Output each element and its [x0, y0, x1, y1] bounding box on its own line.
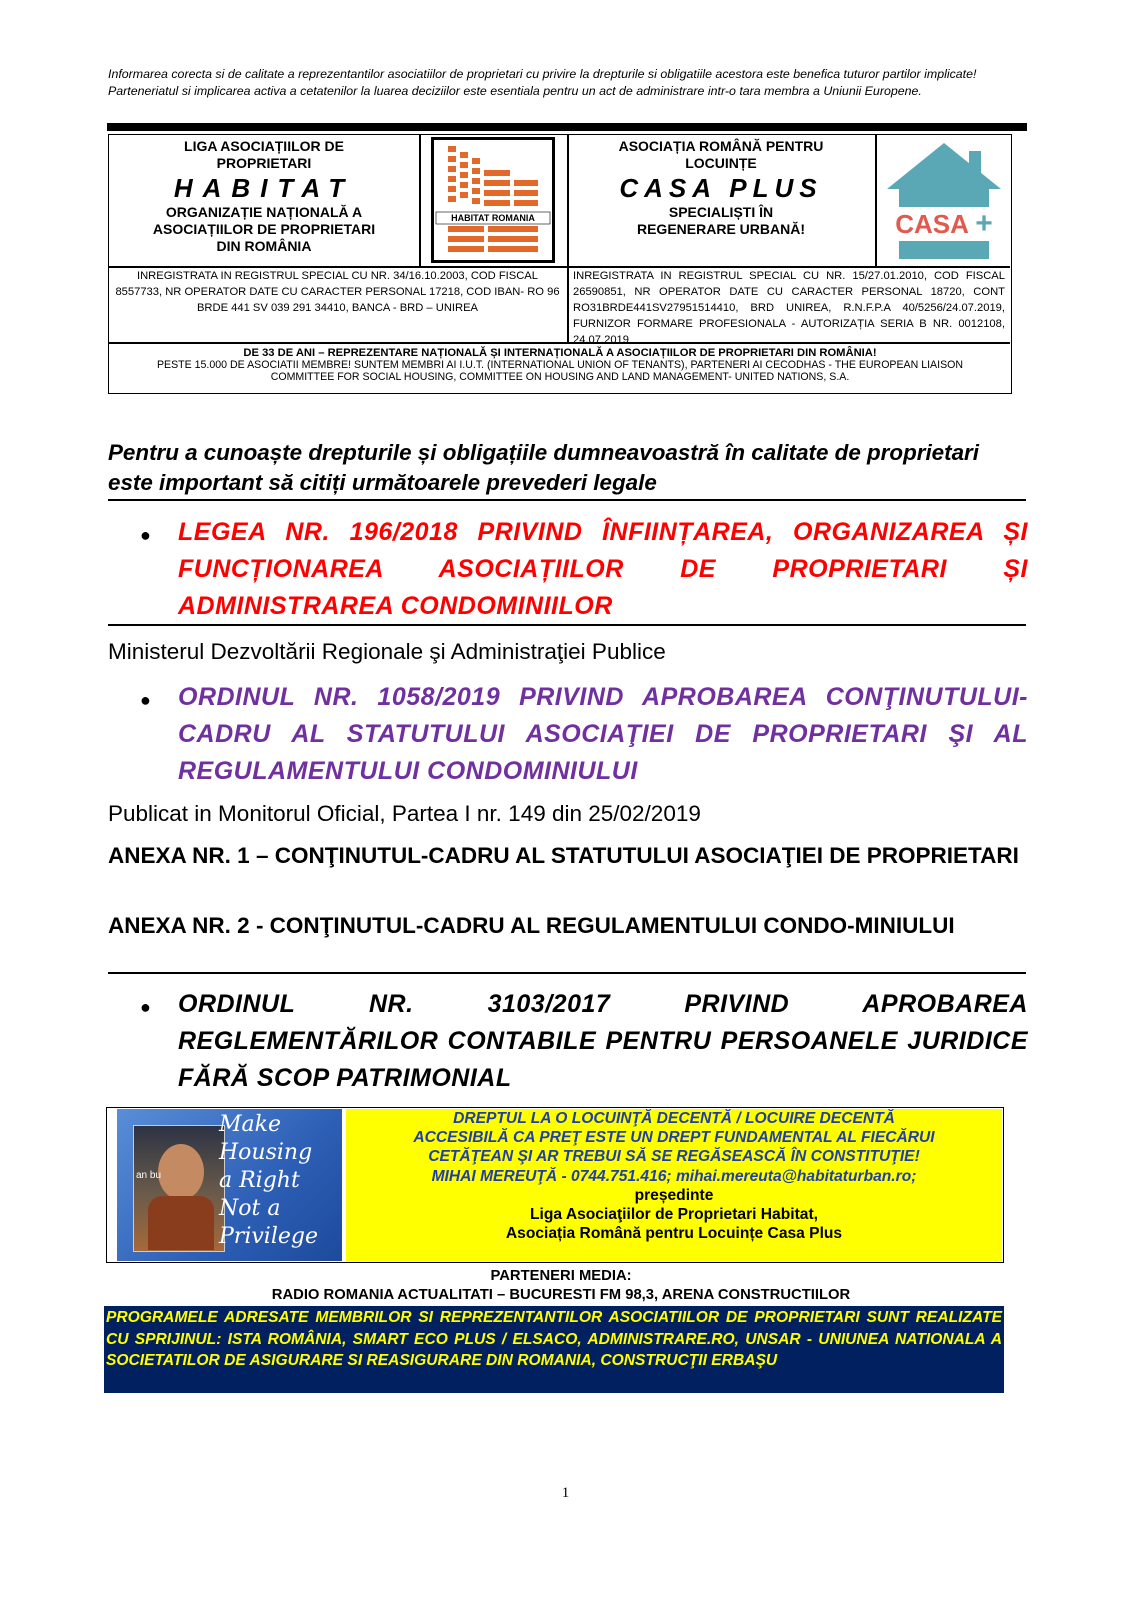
representation-line: PESTE 15.000 DE ASOCIATII MEMBRE! SUNTEM MEMBRI AI I.U.T. (INTERNATIONAL UNION OF TENANTS), PARTENERI AI CECODHAS - THE EUROPEAN LIAISON: [156, 359, 964, 371]
casaplus-registration: INREGISTRATA IN REGISTRUL SPECIAL CU NR. 15/27.01.2010, COD FISCAL 26590851, NR OPERATOR DATE CU CARACTER PERSONAL 18720, CONT RO31BRDE441SV27951514410, BRD UNIREA, R.N.F.P.A 40/5256/24.07.2019, FURNIZOR FORMARE PROFESIONALA - AUTORIZAȚIA SERIA B NR. 0012108, 24.07.2019: [573, 270, 1005, 346]
slogan-line: Not a: [219, 1196, 281, 1221]
casaplus-org-block: [567, 138, 875, 238]
grid-line: [419, 135, 421, 266]
grid-line: [567, 266, 569, 342]
habitat-title: HABITAT: [173, 173, 355, 203]
face-shape: [158, 1144, 204, 1200]
contact-line: MIHAI MEREUŢĂ - 0744.751.416; mihai.mereuta@habitaturban.ro;: [431, 1167, 917, 1185]
grid-line: [875, 135, 877, 266]
slogan-line: Privilege: [219, 1224, 318, 1249]
callout-line: Liga Asociaţiilor de Proprietari Habitat,: [530, 1206, 818, 1224]
representation-line: COMMITTEE FOR SOCIAL HOUSING, COMMITTEE ON HOUSING AND LAND MANAGEMENT- UNITED NATIONS, S.A.: [270, 371, 850, 383]
casaplus-org-line: LOCUINȚE: [685, 155, 757, 171]
habitat-logo: [431, 137, 555, 263]
representation-title: DE 33 DE ANI – REPREZENTARE NAȚIONALĂ ȘI INTERNAȚIONALĂ A ASOCIAȚIILOR DE PROPRIETARI DIN ROMÂNIA!: [243, 347, 877, 359]
bullet-icon: ●: [140, 690, 151, 710]
annex-rule: [108, 972, 1026, 974]
page-number: 1: [561, 1485, 570, 1501]
habitat-org-line: PROPRIETARI: [216, 155, 312, 171]
order-1058-2019: ORDINUL NR. 1058/2019 PRIVIND APROBAREA CONŢINUTULUI-CADRU AL STATUTULUI ASOCIAŢIEI DE PROPRIETARI ŞI AL REGULAMENTULUI CONDOMINIULUI: [178, 683, 1028, 785]
callout-line: președinte: [634, 1186, 714, 1204]
callout-line: CETĂŢEAN ŞI AR TREBUI SĂ SE REGĂSEASCĂ ÎN CONSTITUŢIE!: [428, 1148, 920, 1166]
habitat-org-line: LIGA ASOCIAȚIILOR DE: [184, 138, 344, 154]
annex-2: ANEXA NR. 2 - CONŢINUTUL-CADRU AL REGULAMENTULUI CONDO-MINIULUI: [108, 913, 955, 938]
annex-1: ANEXA NR. 1 – CONŢINUTUL-CADRU AL STATUTULUI ASOCIAŢIEI DE PROPRIETARI: [108, 843, 1019, 868]
housing-right-banner: [117, 1109, 342, 1261]
banner-slogan: [219, 1111, 341, 1251]
casaplus-logo-word: CASA: [895, 209, 968, 239]
callout-line: Asociația Română pentru Locuințe Casa Plus: [505, 1225, 843, 1243]
habitat-sub-line: ASOCIAȚIILOR DE PROPRIETARI: [152, 221, 376, 237]
casaplus-org-line: ASOCIAȚIA ROMÂNĂ PENTRU: [618, 138, 824, 154]
callout-line: ACCESIBILĂ CA PREŢ ESTE UN DREPT FUNDAMENTAL AL FIECĂRUI: [413, 1129, 935, 1147]
header-table: [108, 134, 1012, 394]
callout-box: [106, 1107, 1004, 1263]
casaplus-title: CASA PLUS: [619, 173, 823, 203]
body-shape: [148, 1196, 214, 1250]
habitat-logo-label: HABITAT ROMANIA: [451, 213, 535, 223]
casaplus-logo: [881, 137, 1007, 263]
callout-line: DREPTUL LA O LOCUINŢĂ DECENTĂ / LOCUIRE DECENTĂ: [453, 1110, 895, 1127]
casaplus-sub-line: SPECIALIȘTI ÎN: [668, 204, 774, 220]
habitat-sub-line: ORGANIZAȚIE NAȚIONALĂ A: [165, 204, 363, 220]
slogan-line: a Right: [219, 1168, 300, 1193]
slogan-line: Housing: [219, 1140, 313, 1165]
section-heading: Pentru a cunoaște drepturile și obligațiile dumneavoastră în calitate de proprietari este important să citiți următoarele prevederi legale: [108, 440, 979, 495]
speaker-photo: [133, 1125, 225, 1252]
casaplus-sub-line: REGENERARE URBANĂ!: [636, 221, 805, 237]
housing-rights-callout: [346, 1109, 1002, 1261]
photo-caption: an bu: [136, 1170, 162, 1181]
bullet-icon: ●: [140, 525, 151, 545]
intro-text: Informarea corecta si de calitate a reprezentantilor asociatiilor de proprietari cu privire la drepturile si obligatiile acestora este benefica tuturor partilor implicate! Parteneriatul si implicarea activa a cetatenilor la luarea deciziilor este esentiala pentru un act de administrare intr-o tara membra a Uniunii Europene.: [108, 67, 977, 98]
media-partners-list: RADIO ROMANIA ACTUALITATI – BUCURESTI FM 98,3, ARENA CONSTRUCTIILOR: [271, 1287, 851, 1303]
slogan-line: Make: [219, 1112, 281, 1137]
habitat-registration: INREGISTRATA IN REGISTRUL SPECIAL CU NR. 34/16.10.2003, COD FISCAL 8557733, NR OPERATOR DATE CU CARACTER PERSONAL 17218, COD IBAN- RO 96 BRDE 441 SV 039 291 34410, BANCA - BRD – UNIREA: [115, 270, 560, 314]
header-divider: [107, 123, 1027, 131]
habitat-org-block: [109, 138, 419, 255]
media-partners-title: PARTENERI MEDIA:: [490, 1268, 632, 1284]
building-icon: [434, 140, 552, 260]
order-3103-2017: ORDINUL NR. 3103/2017 PRIVIND APROBAREA REGLEMENTĂRILOR CONTABILE PENTRU PERSOANELE JURIDICE FĂRĂ SCOP PATRIMONIAL: [178, 990, 1028, 1092]
sponsors-banner: PROGRAMELE ADRESATE MEMBRILOR SI REPREZENTANTILOR ASOCIATIILOR DE PROPRIETARI SUNT REALIZATE CU SPRIJINUL: ISTA ROMÂNIA, SMART ECO PLUS / ELSACO, ADMINISTRARE.RO, UNSAR - UNIUNEA NATIONALA A SOCIETATILOR DE ASIGURARE SI REASIGURARE DIN ROMANIA, CONSTRUCŢII ERBAŞU: [104, 1306, 1004, 1393]
law-rule: [108, 624, 1026, 626]
heading-rule: [108, 499, 1026, 501]
law-196-2018: LEGEA NR. 196/2018 PRIVIND ÎNFIINȚAREA, ORGANIZAREA ȘI FUNCȚIONAREA ASOCIAȚIILOR DE PROPRIETARI ȘI ADMINISTRAREA CONDOMINIILOR: [178, 518, 1028, 620]
house-icon: [881, 137, 1007, 263]
ministry-label: Ministerul Dezvoltării Regionale şi Administraţiei Publice: [108, 639, 666, 664]
representation-note: [109, 347, 1011, 383]
publication-note: Publicat in Monitorul Oficial, Partea I nr. 149 din 25/02/2019: [108, 801, 701, 826]
casaplus-logo-label: [891, 207, 997, 240]
habitat-sub-line: DIN ROMÂNIA: [216, 238, 312, 254]
bullet-icon: ●: [140, 997, 151, 1017]
plus-icon: +: [975, 207, 993, 240]
